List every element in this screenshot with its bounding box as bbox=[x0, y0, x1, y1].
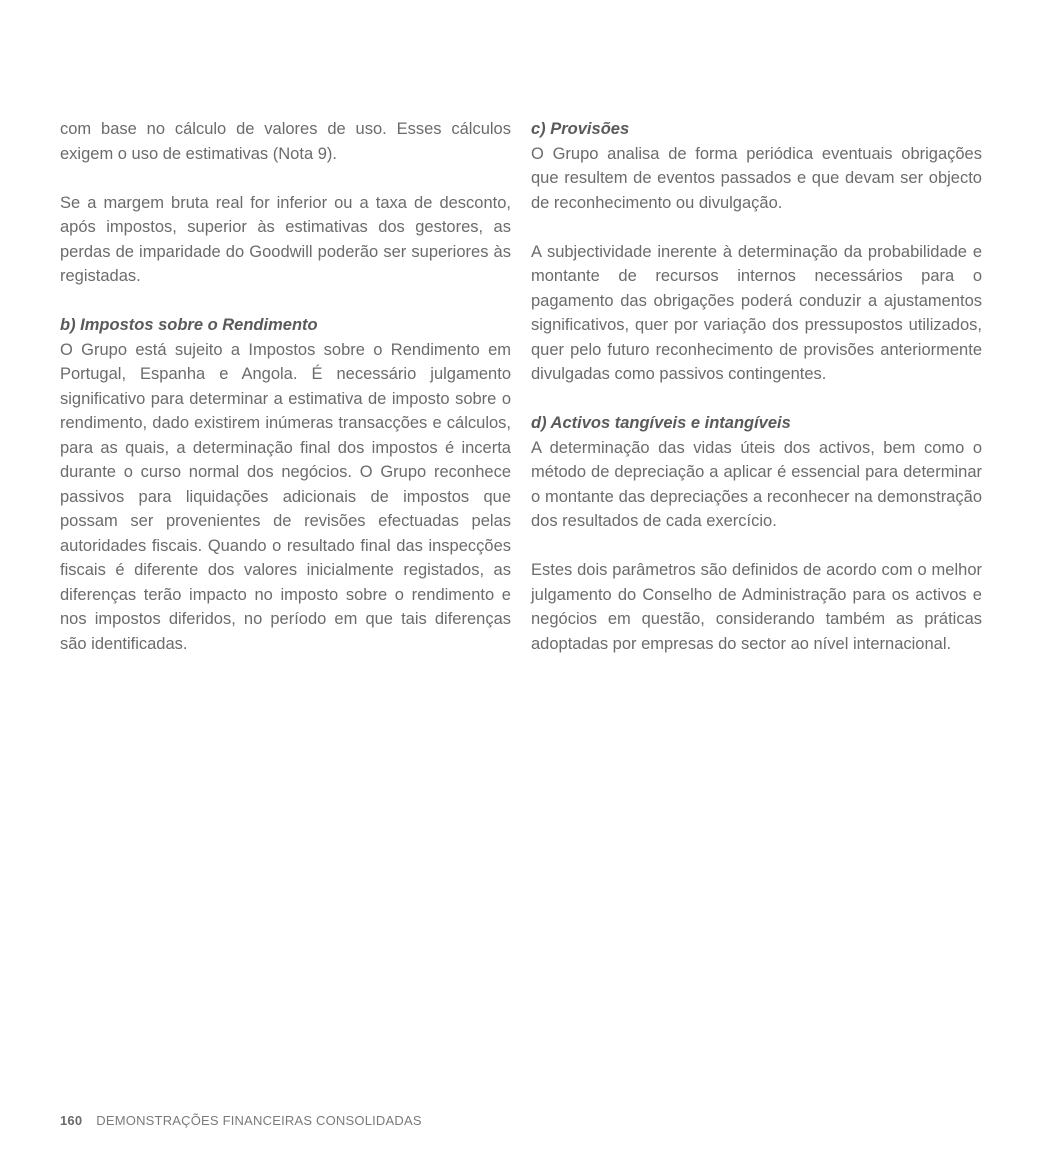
section-text-assets: A determinação das vidas úteis dos activos, bem como o método de depreciação a aplicar é essencial para determinar o montante das depreciações a reconhecer na demonstração dos resultados de cada exercício. bbox=[531, 438, 982, 530]
section-text-provisions: O Grupo analisa de forma periódica eventuais obrigações que resultem de eventos passados e que devam ser objecto de reconhecimento ou divulgação. bbox=[531, 144, 982, 212]
footer-section-title: DEMONSTRAÇÕES FINANCEIRAS CONSOLIDADAS bbox=[96, 1113, 422, 1128]
section-tangible-intangible-assets bbox=[531, 411, 982, 534]
paragraph-provisions-subjectivity: A subjectividade inerente à determinação da probabilidade e montante de recursos internos necessários para o pagamento das obrigações poderá conduzir a ajustamentos significativos, quer por variação dos pressupostos utilizados, quer pelo futuro reconhecimento de provisões anteriormente divulgadas como passivos contingentes. bbox=[531, 242, 982, 383]
page-number: 160 bbox=[60, 1113, 83, 1128]
section-heading-assets: d) Activos tangíveis e intangíveis bbox=[531, 414, 791, 432]
page-footer bbox=[60, 1111, 422, 1131]
section-heading-income-tax: b) Impostos sobre o Rendimento bbox=[60, 316, 318, 334]
section-heading-provisions: c) Provisões bbox=[531, 120, 630, 138]
section-text-income-tax: O Grupo está sujeito a Impostos sobre o Rendimento em Portugal, Espanha e Angola. É necessário julgamento significativo para determinar a estimativa de imposto sobre o rendimento, dado existirem inúmeras transacções e cálculos, para as quais, a determinação final dos impostos é incerta durante o curso normal dos negócios. O Grupo reconhece passivos para liquidações adicionais de impostos que possam ser provenientes de revisões efectuadas pelas autoridades fiscais. Quando o resultado final das inspecções fiscais é diferente dos valores inicialmente registados, as diferenças terão impacto no imposto sobre o rendimento e nos impostos diferidos, no período em que tais diferenças são identificadas. bbox=[60, 340, 511, 653]
paragraph-value-in-use: com base no cálculo de valores de uso. Esses cálculos exigem o uso de estimativas (Nota 9). bbox=[60, 120, 511, 163]
left-column bbox=[60, 117, 511, 681]
section-income-tax bbox=[60, 313, 511, 656]
section-provisions bbox=[531, 117, 982, 215]
right-column bbox=[531, 117, 982, 681]
paragraph-assets-parameters: Estes dois parâmetros são definidos de acordo com o melhor julgamento do Conselho de Administração para os activos e negócios em questão, considerando também as práticas adoptadas por empresas do sector ao nível internacional. bbox=[531, 561, 982, 653]
paragraph-goodwill-impairment: Se a margem bruta real for inferior ou a taxa de desconto, após impostos, superior às estimativas dos gestores, as perdas de imparidade do Goodwill poderão ser superiores às registadas. bbox=[60, 193, 511, 285]
